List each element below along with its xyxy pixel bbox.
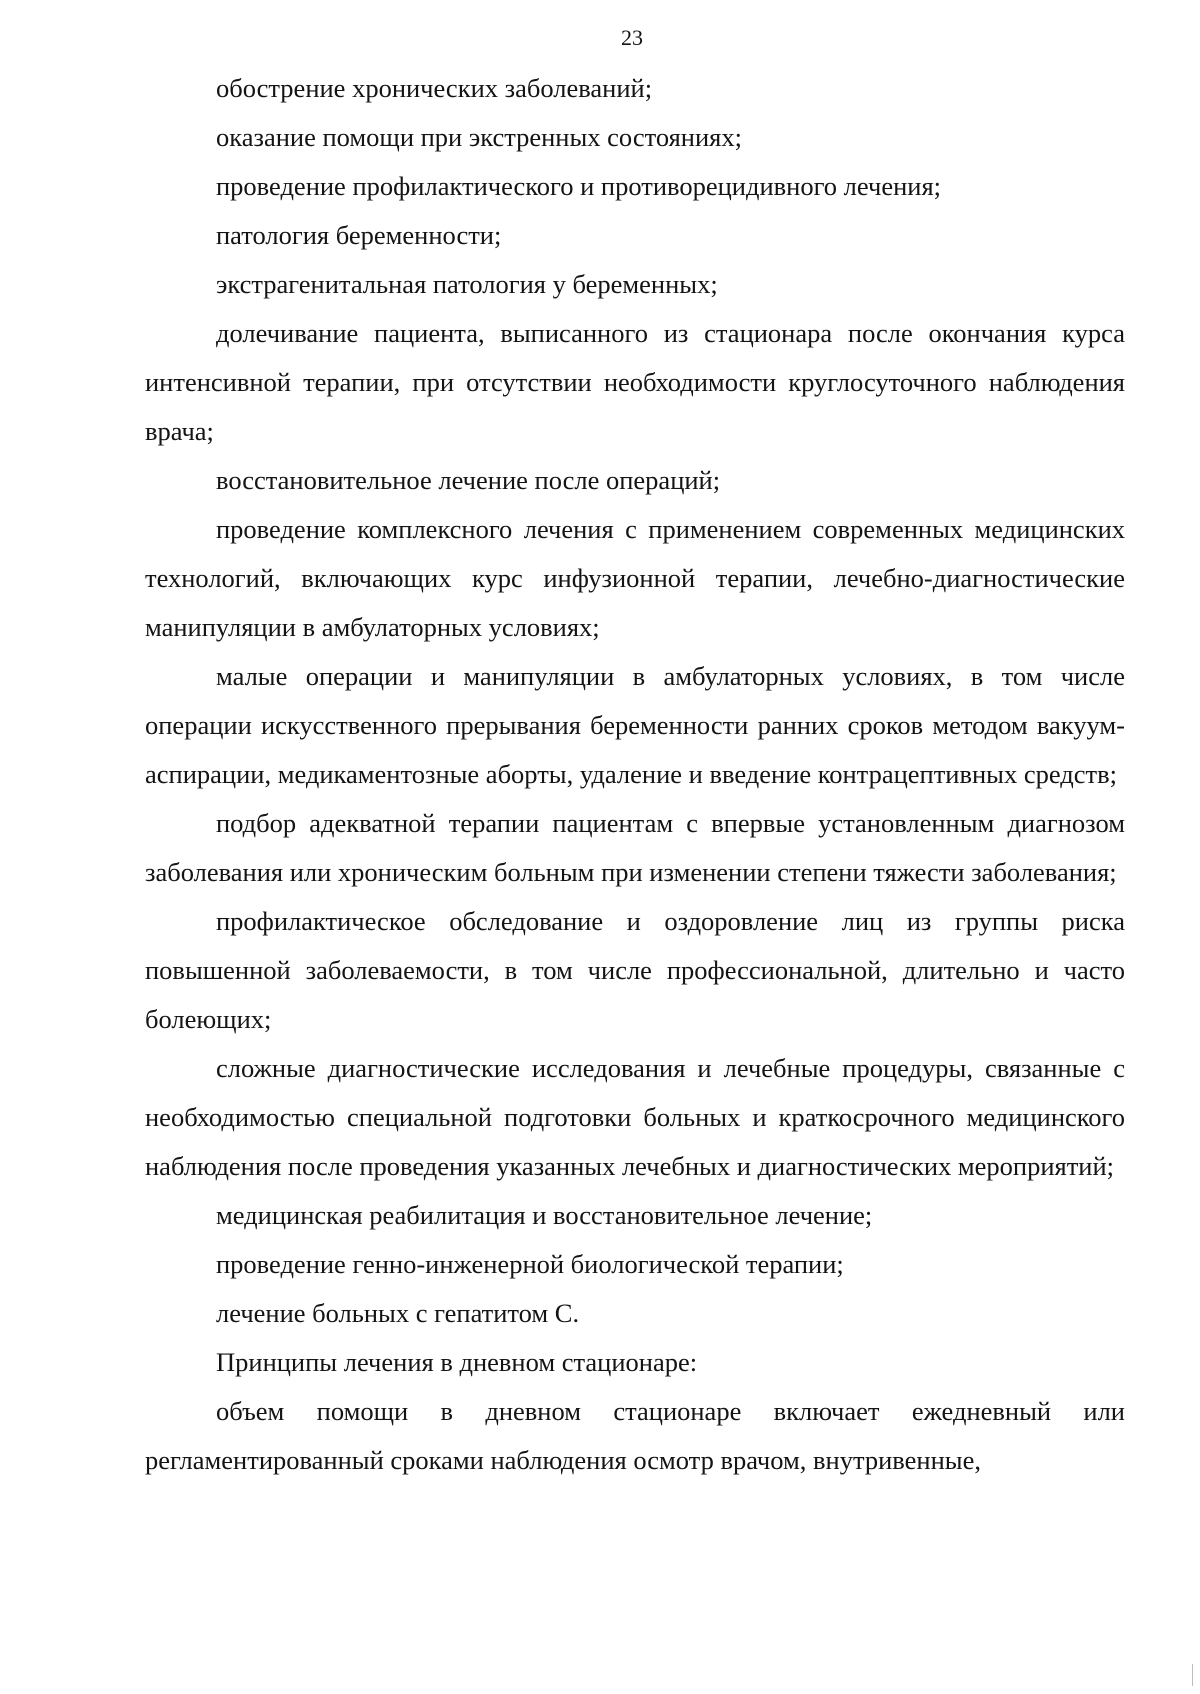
list-item-minor-operations: малые операции и манипуляции в амбулаторных условиях, в том числе операции искусственного прерывания беременности ранних сроков методом вакуум-аспирации, медикаментозные аборты, удаление и введение контрацептивных средств;: [145, 661, 1125, 789]
list-item-preventive-examination: профилактическое обследование и оздоровление лиц из группы риска повышенной заболеваемости, в том числе профессиональной, длительно и часто болеющих;: [145, 906, 1125, 1034]
scan-edge-mark: [1192, 1664, 1193, 1686]
list-item-genetic-therapy: проведение генно-инженерной биологической терапии;: [216, 1249, 844, 1279]
list-item-preventive-treatment: проведение профилактического и противорецидивного лечения;: [216, 171, 942, 201]
list-item-aftercare: долечивание пациента, выписанного из стационара после окончания курса интенсивной терапии, при отсутствии необходимости круглосуточного наблюдения врача;: [145, 318, 1125, 446]
list-item-complex-treatment: проведение комплексного лечения с применением современных медицинских технологий, включающих курс инфузионной терапии, лечебно-диагностические манипуляции в амбулаторных условиях;: [145, 514, 1125, 642]
paragraph-scope-of-care: объем помощи в дневном стационаре включает ежедневный или регламентированный сроками наблюдения осмотр врачом, внутривенные,: [145, 1396, 1125, 1475]
document-body: [145, 64, 1125, 1485]
list-item-therapy-selection: подбор адекватной терапии пациентам с впервые установленным диагнозом заболевания или хроническим больным при изменении степени тяжести заболевания;: [145, 808, 1125, 887]
list-item-extragenital-pathology: экстрагенитальная патология у беременных;: [216, 269, 718, 299]
list-item-pregnancy-pathology: патология беременности;: [216, 220, 502, 250]
list-item-emergency-care: оказание помощи при экстренных состояниях;: [216, 122, 742, 152]
section-heading-principles: Принципы лечения в дневном стационаре:: [216, 1347, 698, 1377]
list-item-hepatitis-c: лечение больных с гепатитом С.: [216, 1298, 580, 1328]
list-item-chronic-exacerbation: обострение хронических заболеваний;: [216, 73, 653, 103]
page-number: 23: [621, 25, 643, 50]
list-item-postoperative-recovery: восстановительное лечение после операций;: [216, 465, 721, 495]
list-item-rehabilitation: медицинская реабилитация и восстановительное лечение;: [216, 1200, 873, 1230]
list-item-complex-diagnostics: сложные диагностические исследования и лечебные процедуры, связанные с необходимостью специальной подготовки больных и краткосрочного медицинского наблюдения после проведения указанных лечебных и диагностических мероприятий;: [145, 1053, 1125, 1181]
